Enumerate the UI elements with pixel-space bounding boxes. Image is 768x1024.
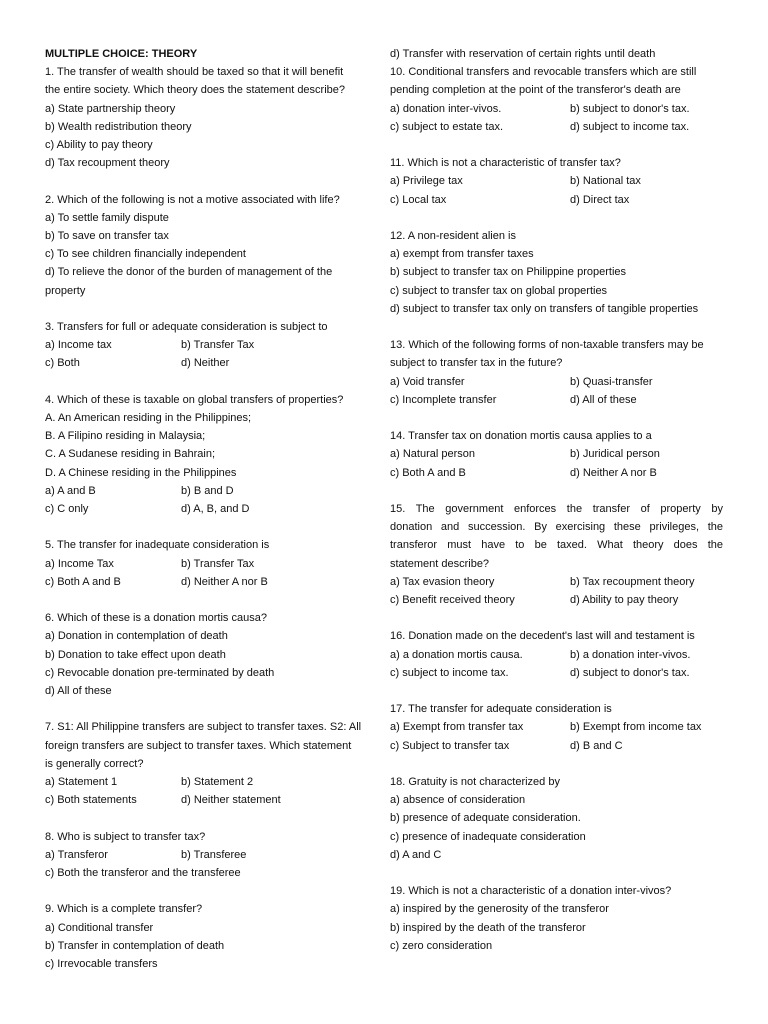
question-text-line: pending completion at the point of the transferor's death are	[390, 84, 681, 97]
answer-option: c) Ability to pay theory	[45, 139, 153, 152]
answer-option: a) a donation mortis causa.	[390, 648, 523, 661]
answer-option: c) Subject to transfer tax	[390, 739, 510, 752]
question-block	[390, 227, 723, 318]
option-row	[390, 445, 723, 463]
question-block	[45, 318, 378, 373]
answer-option: d) Neither	[181, 357, 230, 370]
answer-option: d) All of these	[570, 393, 637, 406]
answer-option: c) Both A and B	[390, 466, 466, 479]
option-row	[45, 354, 378, 372]
question-text: 1. The transfer of wealth should be taxed so that it will benefit	[45, 66, 344, 79]
answer-option: a) Tax evasion theory	[390, 575, 495, 588]
question-text: 8. Who is subject to transfer tax?	[45, 830, 206, 843]
option-row	[45, 500, 378, 518]
question-text-line: transferor must have to be taxed. What theory does the	[390, 539, 723, 552]
option-row	[390, 718, 723, 736]
answer-option: d) subject to donor's tax.	[570, 666, 690, 679]
question-block	[45, 900, 378, 973]
question-block	[390, 427, 723, 482]
option-row	[45, 555, 378, 573]
answer-option: d) All of these	[45, 685, 112, 698]
answer-option: a) exempt from transfer taxes	[390, 248, 534, 261]
question-text-line: A. An American residing in the Philippines;	[45, 412, 252, 425]
answer-option: a) A and B	[45, 484, 96, 497]
right-column	[390, 45, 723, 973]
option-row	[390, 191, 723, 209]
question-text: 14. Transfer tax on donation mortis causa applies to a	[390, 430, 652, 443]
answer-option: b) Juridical person	[570, 448, 660, 461]
option-row	[390, 100, 723, 118]
question-block	[45, 718, 378, 809]
answer-option: d) Tax recoupment theory	[45, 157, 170, 170]
answer-option: a) Natural person	[390, 448, 475, 461]
option-row	[390, 464, 723, 482]
question-text: 18. Gratuity is not characterized by	[390, 776, 560, 788]
answer-option: c) zero consideration	[390, 939, 493, 952]
answer-option: c) Irrevocable transfers	[45, 958, 158, 971]
answer-option: c) Incomplete transfer	[390, 393, 497, 406]
answer-option: c) Revocable donation pre-terminated by death	[45, 666, 275, 679]
question-block	[45, 536, 378, 591]
option-row	[390, 118, 723, 136]
question-block	[45, 828, 378, 883]
question-block	[390, 500, 723, 609]
question-text: 17. The transfer for adequate consideration is	[390, 703, 612, 716]
answer-option: a) Income tax	[45, 339, 112, 352]
answer-option: b) Tax recoupment theory	[570, 575, 695, 588]
answer-option: d) Neither statement	[181, 794, 281, 807]
answer-option: d) Neither A nor B	[570, 466, 657, 479]
question-text-line: B. A Filipino residing in Malaysia;	[45, 430, 206, 443]
answer-option: b) inspired by the death of the transferor	[390, 921, 586, 934]
option-row	[390, 664, 723, 682]
question-block	[390, 700, 723, 755]
option-row	[390, 646, 723, 664]
answer-option: property	[45, 284, 86, 297]
question-text-line: the entire society. Which theory does the statement describe?	[45, 84, 346, 97]
answer-option: d) A and C	[390, 848, 442, 861]
answer-option: a) Income Tax	[45, 557, 114, 570]
answer-option: c) C only	[45, 503, 89, 516]
answer-option: c) presence of inadequate consideration	[390, 830, 586, 843]
answer-option: b) a donation inter-vivos.	[570, 648, 691, 661]
question-block	[390, 336, 723, 409]
answer-option: a) Transferor	[45, 848, 108, 861]
answer-option: d) A, B, and D	[181, 503, 250, 516]
question-text-line: is generally correct?	[45, 757, 144, 770]
answer-option: a) Privilege tax	[390, 175, 463, 188]
answer-option: a) absence of consideration	[390, 794, 526, 807]
answer-option: b) B and D	[181, 484, 234, 497]
answer-option: b) Transfer in contemplation of death	[45, 939, 225, 952]
option-row	[390, 373, 723, 391]
question-text: 7. S1: All Philippine transfers are subject to transfer taxes. S2: All	[45, 721, 362, 734]
question-text: 9. Which is a complete transfer?	[45, 903, 203, 916]
option-row	[390, 737, 723, 755]
answer-option: b) Wealth redistribution theory	[45, 120, 192, 133]
answer-option: c) Both statements	[45, 794, 137, 807]
answer-option: c) subject to transfer tax on global properties	[390, 284, 608, 297]
option-row	[45, 482, 378, 500]
question-block	[45, 191, 378, 300]
answer-option: b) Statement 2	[181, 776, 254, 789]
option-row	[45, 773, 378, 791]
question-text-line: subject to transfer tax in the future?	[390, 357, 563, 370]
question-text: 19. Which is not a characteristic of a donation inter-vivos?	[390, 885, 672, 898]
question-block	[45, 63, 378, 172]
answer-option: c) Both A and B	[45, 575, 121, 588]
option-row	[390, 391, 723, 409]
question-text-line: statement describe?	[390, 557, 490, 570]
question-text: 5. The transfer for inadequate consideration is	[45, 539, 270, 552]
answer-option: a) Conditional transfer	[45, 921, 154, 934]
answer-option: b) Quasi-transfer	[570, 375, 653, 388]
answer-option: b) subject to transfer tax on Philippine properties	[390, 266, 627, 279]
question-block	[390, 63, 723, 136]
answer-option: b) Donation to take effect upon death	[45, 648, 226, 661]
question-text: d) Transfer with reservation of certain rights until death	[390, 48, 656, 60]
answer-option: b) presence of adequate consideration.	[390, 812, 581, 825]
answer-option: d) To relieve the donor of the burden of management of the	[45, 266, 333, 279]
question-text-line: foreign transfers are subject to transfer taxes. Which statement	[45, 739, 352, 752]
question-text-line: D. A Chinese residing in the Philippines	[45, 466, 237, 479]
answer-option: c) Both	[45, 357, 80, 370]
question-text: 15. The government enforces the transfer of property by	[390, 503, 723, 515]
answer-option: d) subject to income tax.	[570, 120, 690, 133]
answer-option: b) National tax	[570, 175, 641, 188]
option-row	[45, 573, 378, 591]
answer-option: a) To settle family dispute	[45, 211, 169, 224]
question-block	[390, 882, 723, 955]
answer-option: b) Transfer Tax	[181, 339, 255, 352]
answer-option: b) subject to donor's tax.	[570, 102, 690, 115]
question-text: 12. A non-resident alien is	[390, 230, 516, 242]
question-text: 4. Which of these is taxable on global transfers of properties?	[45, 393, 344, 406]
answer-option: c) Local tax	[390, 193, 447, 206]
section-heading: MULTIPLE CHOICE: THEORY	[45, 48, 198, 60]
question-block	[390, 45, 723, 63]
question-text: 16. Donation made on the decedent's last will and testament is	[390, 630, 695, 643]
option-row	[390, 573, 723, 591]
option-row	[45, 846, 378, 864]
question-text: 6. Which of these is a donation mortis causa?	[45, 612, 267, 625]
answer-option: c) subject to income tax.	[390, 666, 509, 679]
option-row	[390, 591, 723, 609]
answer-option: a) donation inter-vivos.	[390, 102, 502, 115]
answer-option: a) State partnership theory	[45, 102, 176, 115]
left-column	[45, 45, 378, 991]
answer-option: a) Exempt from transfer tax	[390, 721, 524, 734]
question-block	[390, 773, 723, 864]
answer-option: d) B and C	[570, 739, 623, 752]
answer-option: d) Ability to pay theory	[570, 594, 679, 607]
question-block	[45, 391, 378, 518]
answer-option: a) Void transfer	[390, 375, 465, 388]
answer-option: b) Transfer Tax	[181, 557, 255, 570]
question-block	[390, 627, 723, 682]
question-text: 13. Which of the following forms of non-taxable transfers may be	[390, 339, 704, 352]
answer-option: a) inspired by the generosity of the transferor	[390, 903, 609, 916]
answer-option: d) Neither A nor B	[181, 575, 268, 588]
answer-option: a) Donation in contemplation of death	[45, 630, 228, 643]
option-row	[45, 791, 378, 809]
answer-option: c) To see children financially independent	[45, 248, 246, 261]
answer-option: d) subject to transfer tax only on transfers of tangible properties	[390, 302, 699, 315]
question-block	[390, 154, 723, 209]
answer-option: c) subject to estate tax.	[390, 120, 504, 133]
question-text-line: donation and succession. By exercising these privileges, the	[390, 521, 723, 534]
option-row	[45, 336, 378, 354]
answer-option: b) To save on transfer tax	[45, 230, 169, 243]
option-row	[390, 172, 723, 190]
question-text: 3. Transfers for full or adequate consideration is subject to	[45, 321, 328, 334]
answer-option: c) Benefit received theory	[390, 594, 515, 607]
answer-option: d) Direct tax	[570, 193, 630, 206]
answer-option: a) Statement 1	[45, 776, 118, 789]
question-block	[45, 609, 378, 700]
question-text: 10. Conditional transfers and revocable transfers which are still	[390, 66, 697, 79]
answer-option: c) Both the transferor and the transferee	[45, 867, 241, 880]
question-text: 2. Which of the following is not a motive associated with life?	[45, 193, 340, 206]
answer-option: b) Exempt from income tax	[570, 721, 702, 734]
question-text-line: C. A Sudanese residing in Bahrain;	[45, 448, 216, 461]
answer-option: b) Transferee	[181, 848, 247, 861]
question-text: 11. Which is not a characteristic of transfer tax?	[390, 157, 621, 170]
